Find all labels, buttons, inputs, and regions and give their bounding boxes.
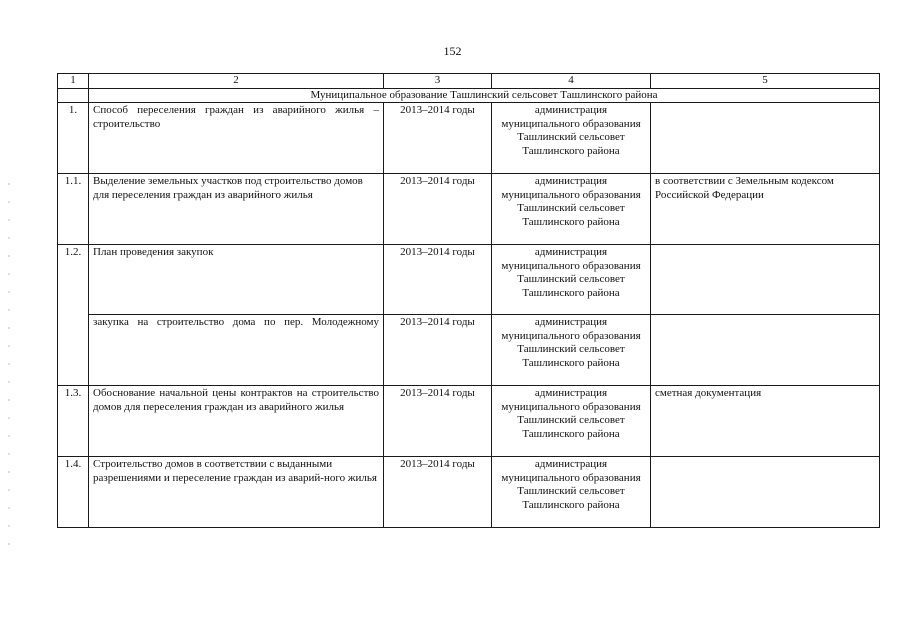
row-period: 2013–2014 годы — [384, 386, 492, 457]
column-number-1: 1 — [58, 74, 89, 89]
row-number: 1.1. — [58, 174, 89, 245]
column-number-row — [58, 74, 880, 89]
row-period: 2013–2014 годы — [384, 174, 492, 245]
section-title: Муниципальное образование Ташлинский сельсовет Ташлинского района — [89, 88, 880, 103]
row-number: 1. — [58, 103, 89, 174]
page-number: 152 — [443, 44, 462, 58]
measures-table — [57, 73, 880, 528]
row-period: 2013–2014 годы — [384, 245, 492, 315]
row-executor: администрация муниципального образования Ташлинский сельсовет Ташлинского района — [492, 245, 651, 315]
scan-margin-marks — [8, 175, 10, 545]
table-row — [58, 386, 880, 457]
row-number: 1.4. — [58, 457, 89, 528]
row-period: 2013–2014 годы — [384, 315, 492, 386]
row-description: закупка на строительство дома по пер. Молодежному — [89, 315, 384, 386]
table-row — [58, 103, 880, 174]
row-executor: администрация муниципального образования Ташлинский сельсовет Ташлинского района — [492, 174, 651, 245]
row-executor: администрация муниципального образования Ташлинский сельсовет Ташлинского района — [492, 315, 651, 386]
row-note: в соответствии с Земельным кодексом Российской Федерации — [651, 174, 880, 245]
row-note — [651, 457, 880, 528]
row-note — [651, 245, 880, 315]
row-number: 1.2. — [58, 245, 89, 386]
row-note — [651, 315, 880, 386]
table-row — [58, 245, 880, 315]
row-description: Строительство домов в соответствии с выданными разрешениями и переселение граждан из аварий-ного жилья — [89, 457, 384, 528]
row-description: Способ переселения граждан из аварийного жилья – строительство — [89, 103, 384, 174]
row-executor: администрация муниципального образования Ташлинский сельсовет Ташлинского района — [492, 386, 651, 457]
row-number: 1.3. — [58, 386, 89, 457]
row-period: 2013–2014 годы — [384, 103, 492, 174]
row-note: сметная документация — [651, 386, 880, 457]
section-title-row — [58, 88, 880, 103]
table-row — [58, 457, 880, 528]
row-period: 2013–2014 годы — [384, 457, 492, 528]
column-number-4: 4 — [492, 74, 651, 89]
section-num-cell — [58, 88, 89, 103]
column-number-5: 5 — [651, 74, 880, 89]
column-number-3: 3 — [384, 74, 492, 89]
row-note — [651, 103, 880, 174]
row-executor: администрация муниципального образования Ташлинский сельсовет Ташлинского района — [492, 103, 651, 174]
row-executor: администрация муниципального образования Ташлинский сельсовет Ташлинского района — [492, 457, 651, 528]
table-row — [58, 315, 880, 386]
table-row — [58, 174, 880, 245]
column-number-2: 2 — [89, 74, 384, 89]
row-description: Выделение земельных участков под строительство домов для переселения граждан из аварийного жилья — [89, 174, 384, 245]
row-description: Обоснование начальной цены контрактов на строительство домов для переселения граждан из аварийного жилья — [89, 386, 384, 457]
row-description: План проведения закупок — [89, 245, 384, 315]
